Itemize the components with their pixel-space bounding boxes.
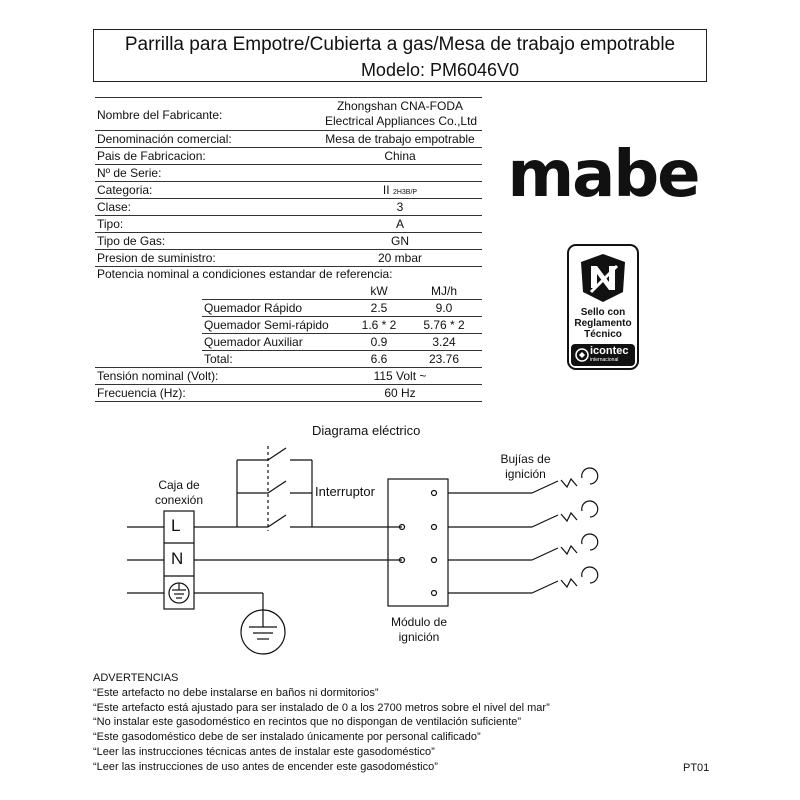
spec-value: 20 mbar xyxy=(377,251,423,265)
seal-line: Reglamento xyxy=(574,318,632,329)
module-label-line: Módulo de xyxy=(390,615,448,629)
unit-kw: kW xyxy=(370,284,388,298)
spec-label: Presion de suministro: xyxy=(97,251,216,265)
junction-box-label-line: Caja de xyxy=(158,478,200,492)
model-number: Modelo: PM6046V0 xyxy=(360,60,520,80)
category-subscript: 2H3B/P xyxy=(392,189,418,196)
burner-mj: 9.0 xyxy=(435,301,453,315)
terminal-l-label: L xyxy=(171,516,181,535)
unit-mj: MJ/h xyxy=(430,284,457,298)
spec-value: 3 xyxy=(396,200,404,214)
warning-item: “Este artefacto está ajustado para ser instalado de 0 a los 2700 metros sobre el nivel del mar” xyxy=(93,701,550,714)
burner-mj: 5.76 * 2 xyxy=(423,318,465,332)
burner-kw: 6.6 xyxy=(370,352,388,366)
spec-value: GN xyxy=(391,234,409,248)
spec-value: Mesa de trabajo empotrable xyxy=(325,132,475,146)
spec-value: 60 Hz xyxy=(384,386,416,400)
spark-plug-label-line: ignición xyxy=(505,467,546,481)
spark-electrodes xyxy=(532,468,598,593)
burner-mj: 3.24 xyxy=(432,335,456,349)
spec-value: China xyxy=(384,149,416,163)
burner-kw: 2.5 xyxy=(370,301,388,315)
ignition-module xyxy=(388,479,448,606)
warnings-heading: ADVERTENCIAS xyxy=(93,672,179,684)
burner-name: Quemador Rápido xyxy=(204,301,303,315)
junction-box-label xyxy=(149,478,209,508)
junction-box-label-line: conexión xyxy=(154,493,204,507)
spec-label: Frecuencia (Hz): xyxy=(97,386,186,400)
seal-line: Técnico xyxy=(584,329,622,340)
mabe-logo: mabe xyxy=(507,138,699,212)
document-code: PT01 xyxy=(683,762,710,774)
spec-label: Nombre del Fabricante: xyxy=(97,108,223,122)
diagram-title: Diagrama eléctrico xyxy=(312,423,421,438)
spec-label: Tipo de Gas: xyxy=(97,234,166,248)
seal-line: Sello con xyxy=(580,307,626,318)
spec-label: Denominación comercial: xyxy=(97,132,232,146)
spark-plug-label xyxy=(493,452,558,482)
spec-value: 115 Volt ~ xyxy=(373,369,427,383)
warning-item: “No instalar este gasodoméstico en recintos que no dispongan de ventilación suficiente” xyxy=(93,716,522,729)
warning-item: “Este artefacto no debe instalarse en baños ni dormitorios” xyxy=(93,686,379,699)
icontec-sub: internacional xyxy=(590,357,619,363)
burner-kw: 0.9 xyxy=(370,335,388,349)
warning-item: “Este gasodoméstico debe de ser instalado únicamente por personal calificado” xyxy=(93,731,481,744)
spec-label: Tensión nominal (Volt): xyxy=(97,369,219,383)
burner-mj: 23.76 xyxy=(428,352,460,366)
category-value: II xyxy=(382,183,390,197)
switch-label: Interruptor xyxy=(315,484,375,499)
power-heading: Potencia nominal a condiciones estandar de referencia: xyxy=(97,267,393,281)
burner-kw: 1.6 * 2 xyxy=(361,318,397,332)
spec-label: Nº de Serie: xyxy=(97,166,162,180)
spec-label: Tipo: xyxy=(97,217,124,231)
burner-name: Total: xyxy=(204,352,233,366)
burner-name: Quemador Auxiliar xyxy=(204,335,303,349)
warning-item: “Leer las instrucciones técnicas antes de instalar este gasodoméstico” xyxy=(93,745,435,758)
spec-label: Pais de Fabricacion: xyxy=(97,149,206,163)
icontec-name: icontec xyxy=(590,345,629,357)
spark-plug-label-line: Bujías de xyxy=(500,452,551,466)
spec-value: Electrical Appliances Co.,Ltd xyxy=(325,114,478,128)
product-title: Parrilla para Empotre/Cubierta a gas/Mesa de trabajo empotrable xyxy=(124,34,676,55)
warning-item: “Leer las instrucciones de uso antes de encender este gasodoméstico” xyxy=(93,760,438,773)
burner-name: Quemador Semi-rápido xyxy=(204,318,329,332)
warnings xyxy=(93,671,550,775)
spec-label: Clase: xyxy=(97,200,132,214)
spec-value: Zhongshan CNA-FODA xyxy=(336,99,464,113)
module-label-line: ignición xyxy=(398,630,440,644)
terminal-n-label: N xyxy=(171,549,184,568)
spec-label: Categoria: xyxy=(97,183,153,197)
spec-value: A xyxy=(395,217,404,231)
module-label xyxy=(384,615,454,645)
